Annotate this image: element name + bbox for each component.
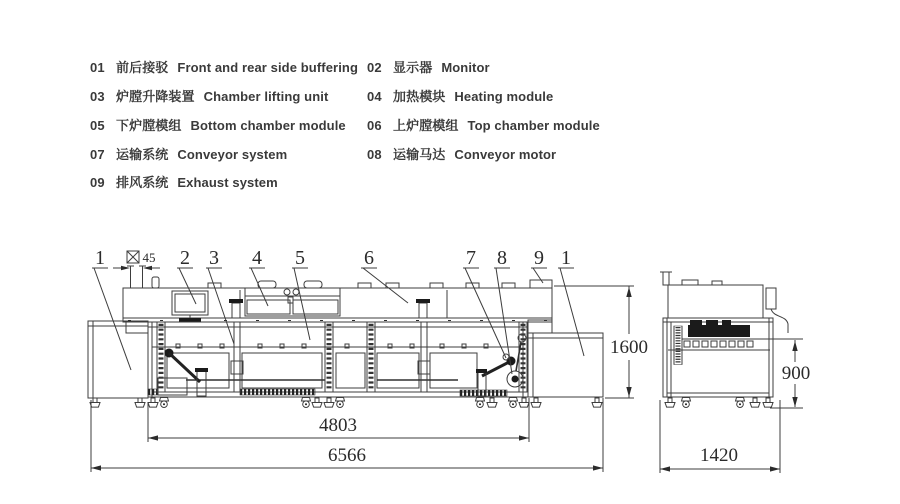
legend-chinese: 运输系统: [116, 147, 169, 162]
legend-english: Top chamber module: [467, 118, 600, 133]
chamber-lifting-units: [157, 299, 527, 392]
callout-3: [206, 247, 234, 344]
callout-5: [292, 247, 310, 340]
legend-number: 06: [367, 118, 382, 133]
callout-2: [177, 247, 196, 304]
chamber-body: [148, 322, 528, 397]
legend-number: 08: [367, 147, 382, 162]
callout-1-left: [92, 247, 131, 370]
svg-text:2: 2: [180, 247, 190, 269]
legend-number: 02: [367, 60, 382, 75]
legend-english: Chamber lifting unit: [203, 89, 329, 104]
end-view-feet: [665, 398, 773, 408]
svg-text:3: 3: [209, 247, 219, 269]
end-view-body: [663, 318, 773, 397]
callout-8: [494, 247, 512, 374]
svg-text:5: 5: [295, 247, 305, 269]
end-view-drawing: [660, 272, 788, 408]
dimension-4803: [148, 398, 529, 442]
legend-chinese: 炉膛升降装置: [116, 89, 195, 104]
legend-number: 01: [90, 60, 105, 75]
legend-chinese: 前后接驳: [116, 60, 169, 75]
legend-chinese: 显示器: [393, 60, 433, 75]
callout-9: [531, 247, 547, 283]
legend-number: 05: [90, 118, 105, 133]
legend-number: 07: [90, 147, 105, 162]
monitor: [172, 291, 208, 322]
dimension-1600: [554, 286, 648, 398]
overall-length-value: 6566: [328, 445, 366, 466]
legend-english: Conveyor motor: [454, 147, 557, 162]
exhaust-duct: [127, 266, 146, 288]
callout-6: [361, 247, 408, 303]
machine-feet: [90, 398, 602, 408]
legend-chinese: 下炉膛模组: [116, 118, 182, 133]
rear-buffer-unit: [528, 333, 603, 397]
svg-text:1: 1: [561, 247, 571, 269]
exhaust-outlet-box: [530, 280, 552, 288]
legend-chinese: 运输马达: [393, 147, 446, 162]
svg-text:4: 4: [252, 247, 262, 269]
side-view-drawing: [88, 250, 603, 408]
dimension-1420: [660, 400, 780, 473]
svg-text:7: 7: [466, 247, 476, 269]
overall-height-value: 1600: [610, 337, 648, 358]
svg-text:8: 8: [497, 247, 507, 269]
callout-1-right: [558, 247, 584, 356]
svg-text:9: 9: [534, 247, 544, 269]
legend-chinese: 上炉膛模组: [393, 118, 459, 133]
legend-number: 09: [90, 175, 105, 190]
chamber-length-value: 4803: [319, 415, 357, 436]
dimension-900: [682, 339, 810, 408]
duct-width-value: 45: [142, 250, 156, 265]
legend-chinese: 排风系统: [116, 175, 169, 190]
legend-number: 04: [367, 89, 382, 104]
legend-english: Exhaust system: [177, 175, 278, 190]
monitor-cable: [771, 309, 788, 333]
heater-band: [688, 325, 750, 337]
callout-4: [249, 247, 268, 306]
legend-english: Conveyor system: [177, 147, 288, 162]
conveyor-height-value: 900: [781, 363, 811, 384]
legend-english: Bottom chamber module: [190, 118, 346, 133]
monitor-side-profile: [766, 288, 776, 309]
legend-number: 03: [90, 89, 105, 104]
hood-vents: [152, 277, 515, 288]
legend-english: Heating module: [454, 89, 554, 104]
overall-width-value: 1420: [700, 445, 738, 466]
svg-text:6: 6: [364, 247, 374, 269]
hinge-row: [684, 341, 753, 347]
legend-english: Monitor: [441, 60, 490, 75]
legend-english: Front and rear side buffering: [177, 60, 358, 75]
svg-text:1: 1: [95, 247, 105, 269]
dimension-duct-45: [113, 250, 160, 270]
legend-chinese: 加热模块: [393, 89, 446, 104]
